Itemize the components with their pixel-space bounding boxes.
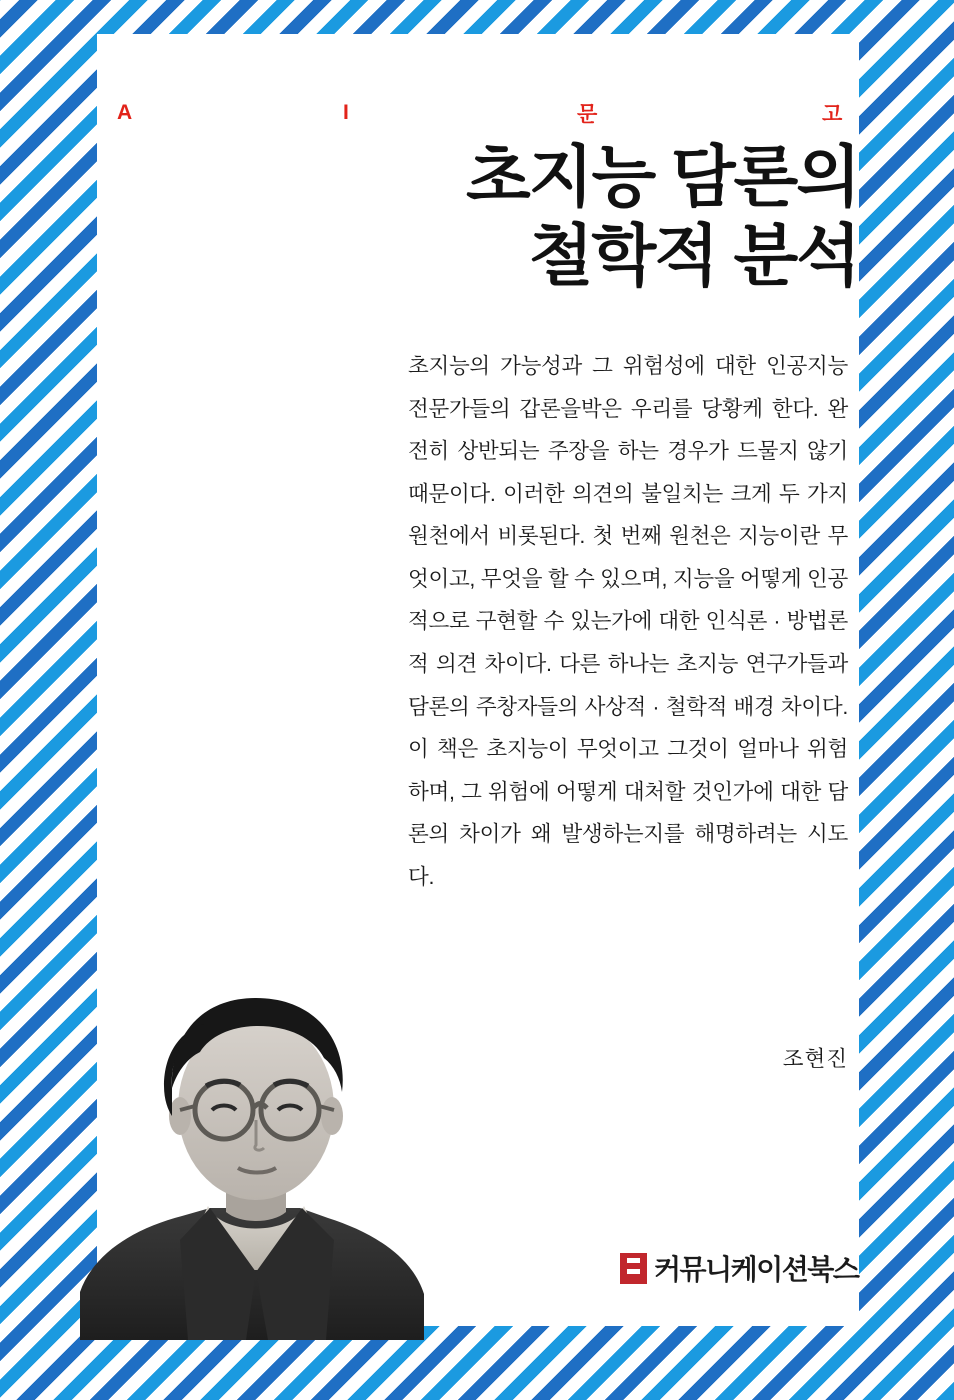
publisher-name: 커뮤니케이션북스 — [654, 1254, 859, 1285]
kicker-letter-a: A — [117, 101, 134, 124]
author-portrait — [60, 940, 450, 1340]
author-name: 조현진 — [782, 1047, 848, 1071]
series-kicker — [117, 95, 844, 131]
book-title — [259, 138, 859, 296]
publisher-logo — [620, 1248, 858, 1288]
book-title-line-1: 초지능 담론의 — [466, 140, 859, 215]
publisher-mark-icon — [620, 1253, 647, 1284]
kicker-letter-go: 고 — [822, 103, 844, 126]
book-title-line-2: 철학적 분석 — [528, 219, 859, 295]
cover-blurb: 초지능의 가능성과 그 위험성에 대한 인공지능 전문가들의 갑론을박은 우리를 당황케 한다. 완전히 상반되는 주장을 하는 경우가 드물지 않기 때문이다. 이러한 의견의 불일치는 크게 두 가지 원천에서 비롯된다. 첫 번째 원천은 지능이란 무엇이고, 무엇을 할 수 있으며, 지능을 어떻게 인공적으로 구현할 수 있는가에 대한 인식론 · 방법론적 의견 차이다. 다른 하나는 초지능 연구가들과 담론의 주창자들의 사상적 · 철학적 배경 차이다. 이 책은 초지능이 무엇이고 그것이 얼마나 위험하며, 그 위험에 어떻게 대처할 것인가에 대한 담론의 차이가 왜 발생하는지를 해명하려는 시도다. — [408, 354, 848, 889]
kicker-letter-i: I — [343, 101, 350, 124]
kicker-letter-mun: 문 — [577, 103, 599, 126]
